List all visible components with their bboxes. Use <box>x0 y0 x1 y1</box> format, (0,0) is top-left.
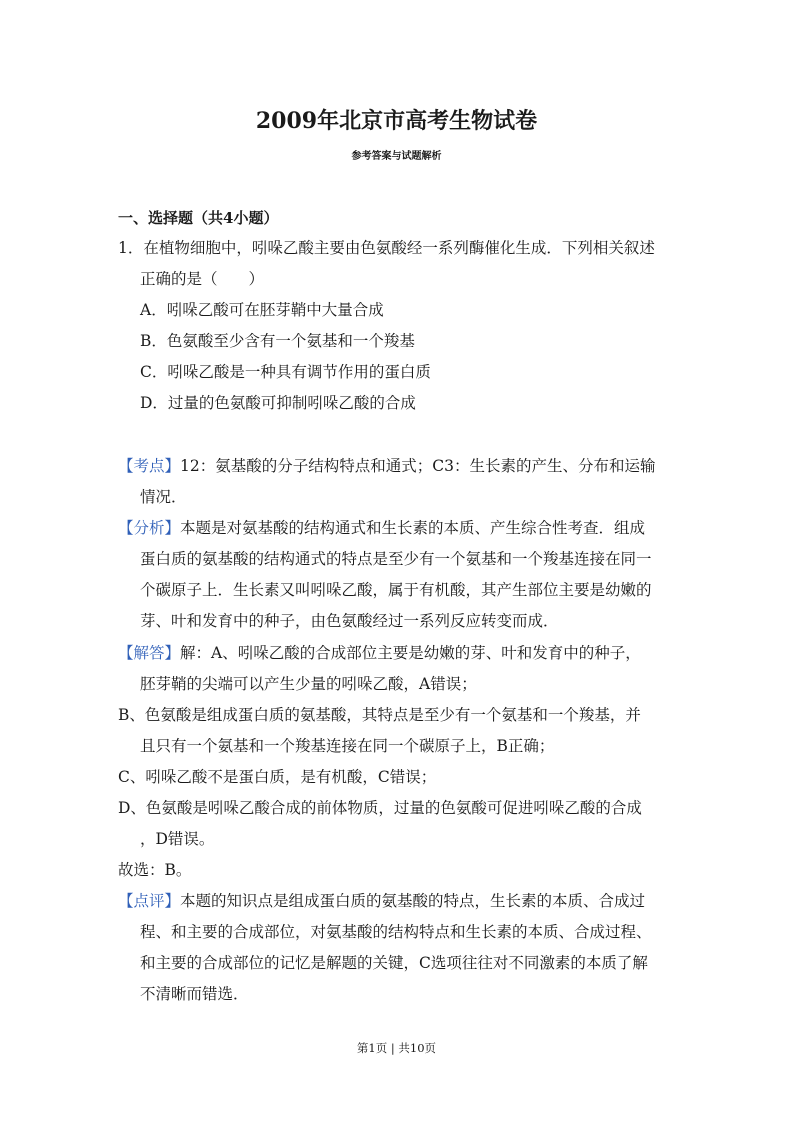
jieda-d-line1: D、色氨酸是吲哚乙酸合成的前体物质，过量的色氨酸可促进吲哚乙酸的合成 <box>118 799 642 817</box>
dianping-tag: 【点评】 <box>118 892 181 910</box>
kaodian-line2: 情况． <box>140 488 187 506</box>
option-c: C．吲哚乙酸是一种具有调节作用的蛋白质 <box>140 363 431 381</box>
section-heading: 一、选择题（共4小题） <box>118 209 279 227</box>
dianping-line3: 和主要的合成部位的记忆是解题的关键，C选项往往对不同激素的本质了解 <box>140 954 648 972</box>
fenxi-tag: 【分析】 <box>118 519 181 537</box>
dianping-line2: 程、和主要的合成部位，对氨基酸的结构特点和生长素的本质、合成过程、 <box>140 923 652 941</box>
kaodian-line1 <box>118 456 655 476</box>
question-stem-line2: 正确的是（ ） <box>140 270 265 288</box>
option-a: A．吲哚乙酸可在胚芽鞘中大量合成 <box>140 301 384 319</box>
page-number: 第1页 | 共10页 <box>356 1041 437 1055</box>
answer-line: 故选：B。 <box>118 861 192 879</box>
fenxi-text: 本题是对氨基酸的结构通式和生长素的本质、产生综合性考查．组成 <box>180 519 646 537</box>
option-b: B．色氨酸至少含有一个氨基和一个羧基 <box>140 332 415 350</box>
fenxi-line2: 蛋白质的氨基酸的结构通式的特点是至少有一个氨基和一个羧基连接在同一 <box>140 550 652 568</box>
dianping-line1 <box>118 891 645 911</box>
jieda-b-line1: B、色氨酸是组成蛋白质的氨基酸，其特点是至少有一个氨基和一个羧基，并 <box>118 706 641 724</box>
jieda-d-line2: ，D错误。 <box>140 830 215 848</box>
jieda-c-line1: C、吲哚乙酸不是蛋白质，是有机酸，C错误； <box>118 768 437 786</box>
jieda-tag: 【解答】 <box>118 644 181 662</box>
jieda-line2: 胚芽鞘的尖端可以产生少量的吲哚乙酸，A错误； <box>140 675 477 693</box>
fenxi-line3: 个碳原子上．生长素又叫吲哚乙酸，属于有机酸，其产生部位主要是幼嫩的 <box>140 581 652 599</box>
fenxi-line1 <box>118 518 645 538</box>
kaodian-tag: 【考点】 <box>118 457 181 475</box>
page-subtitle: 参考答案与试题解析 <box>351 151 442 162</box>
jieda-line1 <box>118 643 641 663</box>
dianping-line4: 不清晰而错选． <box>140 985 249 1003</box>
fenxi-line4: 芽、叶和发育中的种子，由色氨酸经过一系列反应转变而成． <box>140 612 559 630</box>
jieda-b-line2: 且只有一个氨基和一个羧基连接在同一个碳原子上，B正确； <box>140 737 555 755</box>
kaodian-text: 12：氨基酸的分子结构特点和通式；C3：生长素的产生、分布和运输 <box>180 457 656 475</box>
page-title: 2009年北京市高考生物试卷 <box>255 108 538 134</box>
option-d: D．过量的色氨酸可抑制吲哚乙酸的合成 <box>140 394 416 412</box>
dianping-text: 本题的知识点是组成蛋白质的氨基酸的特点，生长素的本质、合成过 <box>180 892 646 910</box>
jieda-text: 解：A、吲哚乙酸的合成部位主要是幼嫩的芽、叶和发育中的种子， <box>180 644 641 662</box>
question-stem-line1: 1．在植物细胞中，吲哚乙酸主要由色氨酸经一系列酶催化生成．下列相关叙述 <box>118 239 655 257</box>
